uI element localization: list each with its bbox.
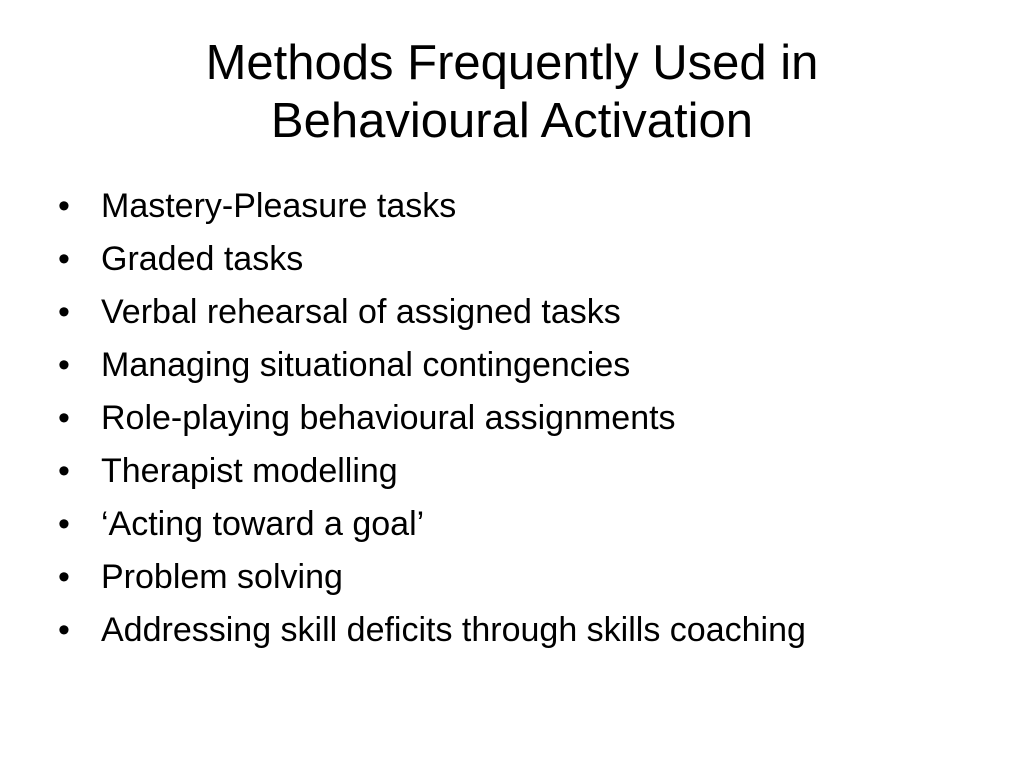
bullet-dot-icon: • (58, 187, 70, 225)
bullet-item (58, 233, 998, 286)
bullet-dot-icon: • (58, 558, 70, 596)
title-line-2: Behavioural Activation (270, 94, 754, 148)
bullet-text: Addressing skill deficits through skills coaching (101, 611, 806, 649)
bullet-dot-icon: • (58, 293, 70, 331)
bullet-item (58, 445, 998, 498)
bullet-dot-icon: • (58, 505, 70, 543)
bullet-item (58, 180, 998, 233)
bullet-dot-icon: • (58, 399, 70, 437)
title-line-1: Methods Frequently Used in (205, 36, 819, 90)
bullet-list (58, 180, 998, 657)
bullet-text: Therapist modelling (101, 452, 398, 490)
bullet-text: Mastery-Pleasure tasks (101, 187, 457, 225)
bullet-item (58, 339, 998, 392)
bullet-text: Problem solving (101, 558, 343, 596)
bullet-item (58, 604, 998, 657)
bullet-text: Graded tasks (101, 240, 304, 278)
bullet-dot-icon: • (58, 452, 70, 490)
bullet-text: Verbal rehearsal of assigned tasks (101, 293, 621, 331)
bullet-text: Role-playing behavioural assignments (101, 399, 676, 437)
slide-title (40, 34, 984, 150)
bullet-dot-icon: • (58, 346, 70, 384)
bullet-item (58, 498, 998, 551)
bullet-item (58, 286, 998, 339)
bullet-text: Managing situational contingencies (101, 346, 631, 384)
bullet-dot-icon: • (58, 611, 70, 649)
bullet-item (58, 551, 998, 604)
bullet-text: ‘Acting toward a goal’ (101, 505, 425, 543)
bullet-item (58, 392, 998, 445)
bullet-dot-icon: • (58, 240, 70, 278)
